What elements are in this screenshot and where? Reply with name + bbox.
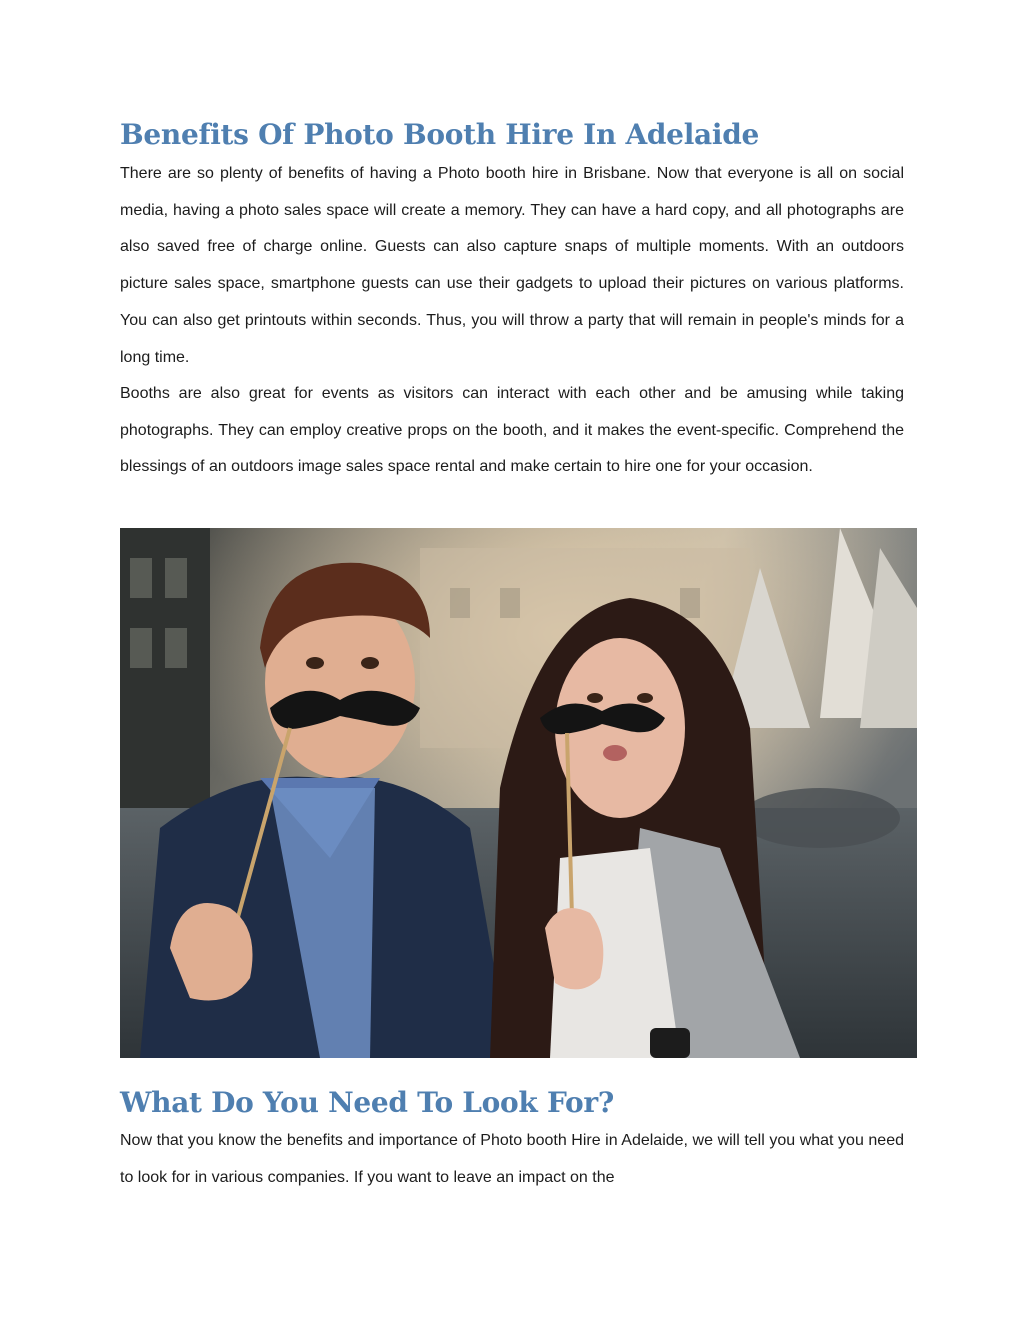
benefits-paragraph-2: Booths are also great for events as visitors can interact with each other and be amusing while taking photographs. They can employ creative props on the booth, and it makes the event-specific. Comprehend the blessings of an outdoors image sales space rental and make certain to hire one for your occasion. xyxy=(120,385,904,476)
look-for-paragraph-1: Now that you know the benefits and importance of Photo booth Hire in Adelaide, we will tell you what you need to look for in various companies. If you want to leave an impact on the xyxy=(120,1132,904,1186)
section-title-benefits: Benefits Of Photo Booth Hire In Adelaide xyxy=(120,118,760,151)
couple-mustache-props-photo xyxy=(120,528,917,1058)
benefits-paragraph-1: There are so plenty of benefits of having a Photo booth hire in Brisbane. Now that everyone is all on social media, having a photo sales space will create a memory. They can have a hard copy, and all photographs are also saved free of charge online. Guests can also capture snaps of multiple moments. With an outdoors picture sales space, smartphone guests can use their gadgets to upload their pictures on various platforms. You can also get printouts within seconds. Thus, you will throw a party that will remain in people's minds for a long time. xyxy=(120,165,904,366)
section-title-look-for: What Do You Need To Look For? xyxy=(120,1086,614,1119)
